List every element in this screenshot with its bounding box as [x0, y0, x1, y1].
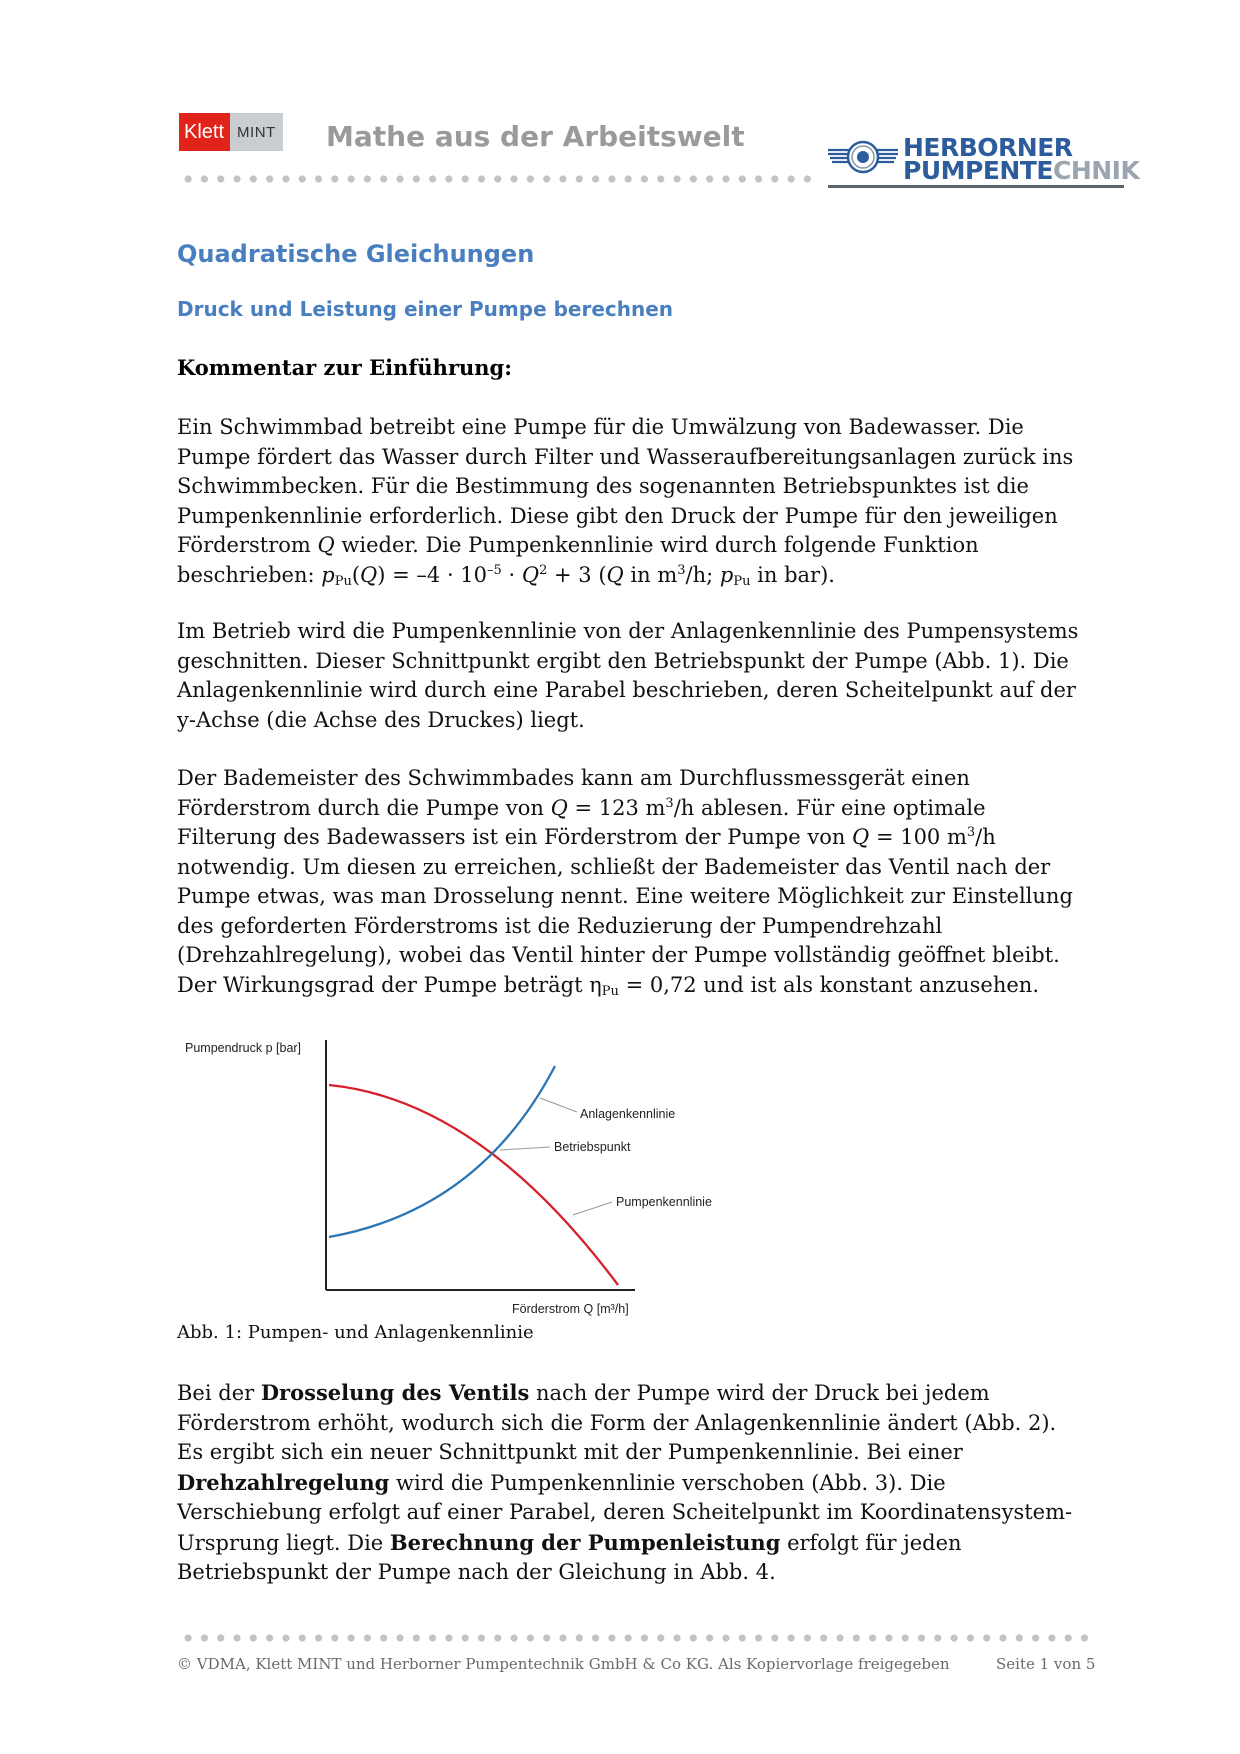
pump-emblem-icon [828, 140, 898, 174]
herborner-pumpentechnik-logo [828, 133, 1140, 191]
p1-var-q-squared: Q [521, 562, 540, 587]
p3-text-4: = 0,72 und ist als konstant anzusehen. [618, 972, 1040, 997]
pump-curve [329, 1085, 618, 1285]
p1-var-q-arg: Q [360, 562, 378, 587]
p3-text-2: /h ablesen. Für eine optimale Filterung des Badewassers ist ein Förderstrom der Pumpe von [177, 795, 986, 849]
lifeguard-paragraph [177, 764, 1087, 1000]
page-title: Quadratische Gleichungen [177, 240, 535, 268]
p5-text-1: Bei der [177, 1381, 261, 1405]
label-betriebspunkt: Betriebspunkt [554, 1140, 631, 1154]
p1-var-p: p [321, 562, 335, 587]
p1-eq-2: · [501, 562, 522, 587]
p1-square: 2 [539, 562, 548, 578]
figure-y-axis-label: Pumpendruck p [bar] [185, 1041, 302, 1055]
p1-text-3: in m [623, 562, 678, 587]
series-title: Mathe aus der Arbeitswelt [326, 120, 745, 153]
p3-value-1: = 123 m [567, 795, 666, 820]
logo-pumpentechnik-part2: CHNIK [1052, 156, 1140, 185]
p3-sub-pu: Pu [601, 983, 619, 999]
p1-var-q: Q [317, 533, 335, 557]
p1-var-p-unit: p [719, 562, 734, 587]
p1-text-2: wieder. Die Pumpenkennlinie wird durch folgende Funktion beschrieben: [177, 533, 979, 587]
footer-copyright: © VDMA, Klett MINT und Herborner Pumpentechnik GmbH & Co KG. Als Kopiervorlage freigegeben [177, 1655, 950, 1673]
p3-value-2: = 100 m [869, 825, 967, 849]
p1-text-4: /h; [685, 562, 720, 587]
page-number: Seite 1 von 5 [996, 1655, 1096, 1673]
p3-cube-2: 3 [966, 825, 976, 840]
klett-mint-logo [179, 113, 283, 151]
mint-logo-text: MINT [230, 113, 283, 151]
page-subtitle: Druck und Leistung einer Pumpe berechnen [177, 297, 674, 321]
p1-text-1: Ein Schwimmbad betreibt eine Pumpe für die Umwälzung von Badewasser. Die Pumpe fördert das Wasser durch Filter und Wasseraufbereitungsanlagen zurück ins Schwimmbecken. Für die Bestimmung des sogenannten Betriebspunktes ist die Pumpenkennlinie erforderlich. Diese gibt den Druck der Pumpe für den jeweiligen Förderstrom [177, 415, 1074, 557]
leader-anlage [540, 1098, 577, 1112]
logo-pumpentechnik-part1: PUMPENTE [903, 156, 1053, 185]
p1-sub-pu: Pu [334, 573, 352, 589]
footer-dotted-divider [180, 1634, 1092, 1642]
p1-var-q-unit: Q [606, 562, 624, 587]
p3-var-q-2: Q [852, 825, 870, 849]
p5-text-4: erfolgt für jeden Betriebspunkt der Pumpe nach der Gleichung in Abb. 4. [177, 1530, 962, 1584]
throttling-paragraph [177, 1378, 1087, 1588]
klett-logo-text: Klett [179, 113, 230, 151]
p5-bold-drehzahlregelung: Drehzahlregelung [177, 1469, 390, 1495]
section-heading: Kommentar zur Einführung: [177, 355, 512, 380]
leader-betrieb [500, 1147, 550, 1150]
p3-text-3: /h notwendig. Um diesen zu erreichen, schließt der Bademeister das Ventil nach der Pumpe etwas, was man Drosselung nennt. Eine weitere Möglichkeit zur Einstellung des geforderten Förderstroms ist die Reduzierung der Pumpendrehzahl (Drehzahlregelung), wobei das Ventil hinter der Pumpe vollständig geöffnet bleibt. Der Wirkungsgrad der Pumpe beträgt η [177, 825, 1073, 997]
p3-text-1: Der Bademeister des Schwimmbades kann am Durchflussmessgerät einen Förderstrom durch die Pumpe von [177, 766, 970, 820]
pump-system-curve-figure [180, 1030, 740, 1320]
operating-point-paragraph: Im Betrieb wird die Pumpenkennlinie von der Anlagenkennlinie des Pumpensystems geschnitten. Dieser Schnittpunkt ergibt den Betriebspunkt der Pumpe (Abb. 1). Die Anlagenkennlinie wird durch eine Parabel beschrieben, deren Scheitelpunkt auf der y-Achse (die Achse des Druckes) liegt. [177, 619, 1079, 732]
leader-pumpe [573, 1202, 612, 1215]
p3-var-q-1: Q [550, 795, 568, 820]
logo-underline [828, 185, 1124, 188]
p5-bold-drosselung: Drosselung des Ventils [260, 1380, 530, 1405]
p1-paren-open: ( [351, 562, 361, 587]
p1-sub-pu-unit: Pu [733, 573, 751, 589]
p5-text-3: wird die Pumpenkennlinie verschoben (Abb. 3). Die Verschiebung erfolgt auf einer Parabel, deren Scheitelpunkt im Koordinatensystem-Ursprung liegt. Die [177, 1470, 1073, 1555]
logo-line-herborner: HERBORNER [903, 133, 1073, 162]
p3-cube-1: 3 [665, 795, 674, 811]
figure-x-axis-label: Förderstrom Q [m³/h] [512, 1302, 629, 1316]
intro-paragraph [177, 413, 1087, 590]
p1-text-5: in bar). [750, 562, 835, 587]
figure-caption: Abb. 1: Pumpen- und Anlagenkennlinie [177, 1322, 534, 1343]
p1-paren-close: ) [377, 562, 386, 587]
logo-line-pumpentechnik [903, 158, 1139, 184]
label-anlagenkennlinie: Anlagenkennlinie [580, 1107, 676, 1121]
p5-text-2: nach der Pumpe wird der Druck bei jedem Förderstrom erhöht, wodurch sich die Form der Anlagenkennlinie ändert (Abb. 2). Es ergibt sich ein neuer Schnittpunkt mit der Pumpenkennlinie. Bei einer [177, 1381, 1057, 1464]
p1-eq-3: + 3 ( [547, 562, 607, 587]
p1-cube: 3 [677, 562, 686, 578]
label-pumpenkennlinie: Pumpenkennlinie [616, 1195, 712, 1209]
header-dotted-divider [180, 175, 820, 183]
p1-exponent: –5 [487, 562, 502, 578]
p5-bold-pumpenleistung: Berechnung der Pumpenleistung [389, 1529, 781, 1555]
p1-eq-1: = –4 · 10 [385, 562, 488, 587]
